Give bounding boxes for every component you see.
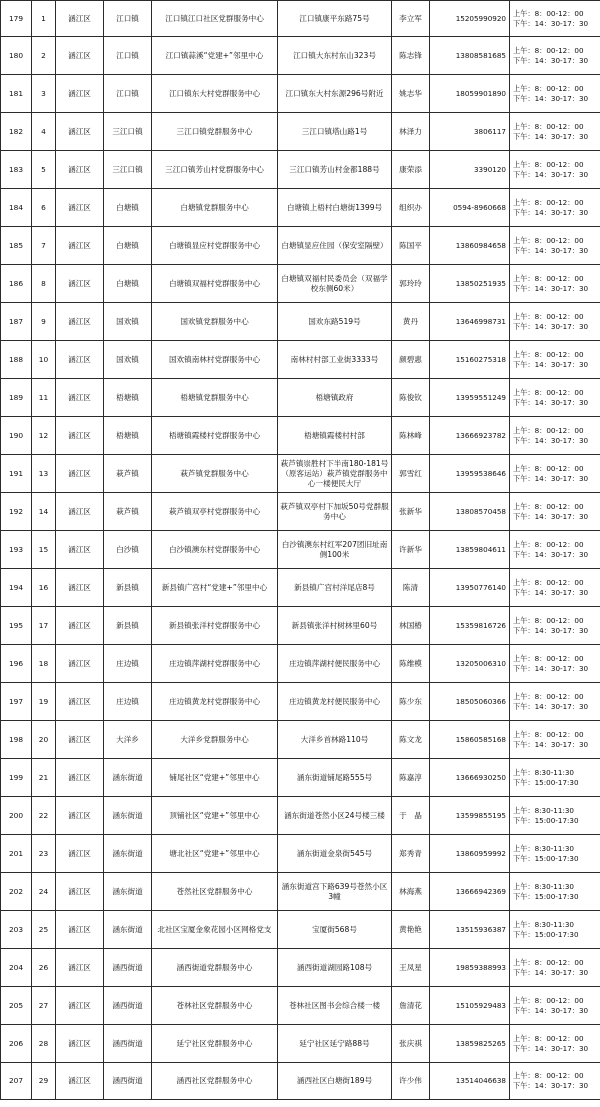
phone-cell: 18505060366 <box>430 683 510 721</box>
row-number-cell: 201 <box>1 835 32 873</box>
contact-person-cell: 康荣添 <box>392 151 430 189</box>
contact-person-cell: 林国椿 <box>392 607 430 645</box>
office-hours-cell: 上午：8：00-12：00 下午：14：30-17：30 <box>510 645 600 683</box>
row-number-cell: 205 <box>1 987 32 1025</box>
town-cell: 庄边镇 <box>104 645 152 683</box>
sequence-cell: 25 <box>32 911 56 949</box>
office-hours-cell: 上午：8：00-12：00 下午：14：30-17：30 <box>510 607 600 645</box>
phone-cell: 15105929483 <box>430 987 510 1025</box>
district-cell: 涵江区 <box>56 759 104 797</box>
town-cell: 涵东街道 <box>104 759 152 797</box>
sequence-cell: 28 <box>32 1025 56 1063</box>
contact-person-cell: 陈志锋 <box>392 37 430 75</box>
sequence-cell: 21 <box>32 759 56 797</box>
service-center-name-cell: 白塘镇显应村党群服务中心 <box>152 227 278 265</box>
contact-person-cell: 詹清花 <box>392 987 430 1025</box>
service-center-name-cell: 国欢镇党群服务中心 <box>152 303 278 341</box>
address-cell: 白沙镇澳东村红军207团旧址南侧100米 <box>278 531 392 569</box>
town-cell: 三江口镇 <box>104 151 152 189</box>
table-row <box>1 303 600 341</box>
table-row <box>1 759 600 797</box>
town-cell: 涵东街道 <box>104 797 152 835</box>
sequence-cell: 24 <box>32 873 56 911</box>
service-center-name-cell: 梧塘镇党群服务中心 <box>152 379 278 417</box>
address-cell: 涵西街道湖园路108号 <box>278 949 392 987</box>
district-cell: 涵江区 <box>56 493 104 531</box>
service-center-name-cell: 三江口镇芳山村党群服务中心 <box>152 151 278 189</box>
address-cell: 梧塘镇政府 <box>278 379 392 417</box>
address-cell: 新县镇张洋村树林里60号 <box>278 607 392 645</box>
district-cell: 涵江区 <box>56 531 104 569</box>
contact-person-cell: 许少伟 <box>392 1063 430 1100</box>
row-number-cell: 195 <box>1 607 32 645</box>
town-cell: 白塘镇 <box>104 189 152 227</box>
contact-person-cell: 郭雪红 <box>392 455 430 493</box>
phone-cell: 0594-8960668 <box>430 189 510 227</box>
row-number-cell: 179 <box>1 1 32 37</box>
contact-person-cell: 陈嘉淳 <box>392 759 430 797</box>
table-row <box>1 75 600 113</box>
sequence-cell: 16 <box>32 569 56 607</box>
contact-person-cell: 黄丹 <box>392 303 430 341</box>
table-row <box>1 1025 600 1063</box>
sequence-cell: 9 <box>32 303 56 341</box>
office-hours-cell: 上午：8：00-12：00 下午：14：30-17：30 <box>510 949 600 987</box>
phone-cell: 13959538646 <box>430 455 510 493</box>
table-row <box>1 1 600 37</box>
service-center-name-cell: 江口镇蒜溪“党建+”邻里中心 <box>152 37 278 75</box>
row-number-cell: 198 <box>1 721 32 759</box>
office-hours-cell: 上午：8：00-12：00 下午：14：30-17：30 <box>510 75 600 113</box>
sequence-cell: 5 <box>32 151 56 189</box>
row-number-cell: 204 <box>1 949 32 987</box>
contact-person-cell: 郭玲玲 <box>392 265 430 303</box>
district-cell: 涵江区 <box>56 341 104 379</box>
contact-person-cell: 于 晶 <box>392 797 430 835</box>
town-cell: 白塘镇 <box>104 227 152 265</box>
district-cell: 涵江区 <box>56 911 104 949</box>
contact-person-cell: 陈少东 <box>392 683 430 721</box>
phone-cell: 13850251935 <box>430 265 510 303</box>
town-cell: 三江口镇 <box>104 113 152 151</box>
table-row <box>1 265 600 303</box>
table-row <box>1 227 600 265</box>
sequence-cell: 8 <box>32 265 56 303</box>
service-center-name-cell: 梧塘镇霞楼村党群服务中心 <box>152 417 278 455</box>
office-hours-cell: 上午：8：00-12：00 下午：14：30-17：30 <box>510 987 600 1025</box>
sequence-cell: 12 <box>32 417 56 455</box>
table-row <box>1 987 600 1025</box>
contact-person-cell: 张庆祺 <box>392 1025 430 1063</box>
town-cell: 白塘镇 <box>104 265 152 303</box>
address-cell: 涵东街道金泉街545号 <box>278 835 392 873</box>
contact-person-cell: 陈维模 <box>392 645 430 683</box>
table-row <box>1 455 600 493</box>
sequence-cell: 23 <box>32 835 56 873</box>
table-row <box>1 1063 600 1100</box>
town-cell: 梧塘镇 <box>104 379 152 417</box>
sequence-cell: 17 <box>32 607 56 645</box>
address-cell: 大洋乡首林路110号 <box>278 721 392 759</box>
office-hours-cell: 上午：8：00-12：00 下午：14：30-17：30 <box>510 569 600 607</box>
row-number-cell: 207 <box>1 1063 32 1100</box>
service-center-name-cell: 新县镇广宫村“党建+”邻里中心 <box>152 569 278 607</box>
phone-cell: 13666942369 <box>430 873 510 911</box>
row-number-cell: 185 <box>1 227 32 265</box>
town-cell: 涵西街道 <box>104 987 152 1025</box>
phone-cell: 13859825265 <box>430 1025 510 1063</box>
row-number-cell: 194 <box>1 569 32 607</box>
town-cell: 江口镇 <box>104 1 152 37</box>
town-cell: 国欢镇 <box>104 341 152 379</box>
phone-cell: 13808581685 <box>430 37 510 75</box>
address-cell: 新县镇广宫村洋尾店8号 <box>278 569 392 607</box>
town-cell: 萩芦镇 <box>104 493 152 531</box>
town-cell: 江口镇 <box>104 75 152 113</box>
row-number-cell: 202 <box>1 873 32 911</box>
sequence-cell: 19 <box>32 683 56 721</box>
phone-cell: 13959551249 <box>430 379 510 417</box>
sequence-cell: 2 <box>32 37 56 75</box>
phone-cell: 15359816726 <box>430 607 510 645</box>
sequence-cell: 20 <box>32 721 56 759</box>
service-center-name-cell: 塘北社区“党建+”邻里中心 <box>152 835 278 873</box>
town-cell: 国欢镇 <box>104 303 152 341</box>
service-center-name-cell: 白塘镇双福村党群服务中心 <box>152 265 278 303</box>
district-cell: 涵江区 <box>56 455 104 493</box>
address-cell: 延宁社区延宁路88号 <box>278 1025 392 1063</box>
row-number-cell: 183 <box>1 151 32 189</box>
district-cell: 涵江区 <box>56 303 104 341</box>
service-center-name-cell: 江口镇东大村党群服务中心 <box>152 75 278 113</box>
sequence-cell: 29 <box>32 1063 56 1100</box>
contact-person-cell: 陈林峰 <box>392 417 430 455</box>
office-hours-cell: 上午：8：00-12：00 下午：14：30-17：30 <box>510 455 600 493</box>
district-cell: 涵江区 <box>56 1 104 37</box>
phone-cell: 15860585168 <box>430 721 510 759</box>
service-center-name-cell: 涵西街道党群服务中心 <box>152 949 278 987</box>
district-cell: 涵江区 <box>56 417 104 455</box>
town-cell: 萩芦镇 <box>104 455 152 493</box>
service-center-name-cell: 江口镇江口社区党群服务中心 <box>152 1 278 37</box>
office-hours-cell: 上午：8:30-11:30 下午：15:00-17:30 <box>510 873 600 911</box>
phone-cell: 18059901890 <box>430 75 510 113</box>
phone-cell: 13860984658 <box>430 227 510 265</box>
service-center-name-cell: 苍然社区党群服务中心 <box>152 873 278 911</box>
office-hours-cell: 上午：8：00-12：00 下午：14：30-17：30 <box>510 189 600 227</box>
town-cell: 大洋乡 <box>104 721 152 759</box>
row-number-cell: 191 <box>1 455 32 493</box>
row-number-cell: 193 <box>1 531 32 569</box>
phone-cell: 13859804611 <box>430 531 510 569</box>
phone-cell: 13950776140 <box>430 569 510 607</box>
contact-person-cell: 陈文龙 <box>392 721 430 759</box>
row-number-cell: 199 <box>1 759 32 797</box>
phone-cell: 13666930250 <box>430 759 510 797</box>
table-row <box>1 531 600 569</box>
row-number-cell: 186 <box>1 265 32 303</box>
town-cell: 涵西街道 <box>104 1063 152 1100</box>
address-cell: 涵东街道宫下路639号苍然小区3幢 <box>278 873 392 911</box>
phone-cell: 13860959992 <box>430 835 510 873</box>
office-hours-cell: 上午：8：00-12：00 下午：14：30-17：30 <box>510 341 600 379</box>
row-number-cell: 188 <box>1 341 32 379</box>
phone-cell: 13666923782 <box>430 417 510 455</box>
town-cell: 梧塘镇 <box>104 417 152 455</box>
district-cell: 涵江区 <box>56 645 104 683</box>
service-center-name-cell: 苍林社区党群服务中心 <box>152 987 278 1025</box>
district-cell: 涵江区 <box>56 835 104 873</box>
address-cell: 江口镇东大村东源296号附近 <box>278 75 392 113</box>
district-cell: 涵江区 <box>56 75 104 113</box>
table-row <box>1 569 600 607</box>
table-row <box>1 645 600 683</box>
row-number-cell: 182 <box>1 113 32 151</box>
table-row <box>1 873 600 911</box>
district-cell: 涵江区 <box>56 265 104 303</box>
contact-person-cell: 组织办 <box>392 189 430 227</box>
office-hours-cell: 上午：8：00-12：00 下午：14：30-17：30 <box>510 1 600 37</box>
district-cell: 涵江区 <box>56 873 104 911</box>
address-cell: 江口镇康平东路75号 <box>278 1 392 37</box>
table-row <box>1 949 600 987</box>
district-cell: 涵江区 <box>56 949 104 987</box>
sequence-cell: 13 <box>32 455 56 493</box>
table-row <box>1 911 600 949</box>
town-cell: 新县镇 <box>104 607 152 645</box>
table-row <box>1 113 600 151</box>
service-center-name-cell: 新县镇张洋村党群服务中心 <box>152 607 278 645</box>
row-number-cell: 180 <box>1 37 32 75</box>
sequence-cell: 27 <box>32 987 56 1025</box>
office-hours-cell: 上午：8：00-12：00 下午：14：30-17：30 <box>510 531 600 569</box>
table-row <box>1 379 600 417</box>
office-hours-cell: 上午：8：00-12：00 下午：14：30-17：30 <box>510 379 600 417</box>
row-number-cell: 206 <box>1 1025 32 1063</box>
phone-cell: 13808570458 <box>430 493 510 531</box>
office-hours-cell: 上午：8:30-11:30 下午：15:00-17:30 <box>510 835 600 873</box>
address-cell: 三江口镇塔山路1号 <box>278 113 392 151</box>
service-center-name-cell: 大洋乡党群服务中心 <box>152 721 278 759</box>
table-row <box>1 417 600 455</box>
sequence-cell: 26 <box>32 949 56 987</box>
service-center-name-cell: 铺尾社区“党建+”邻里中心 <box>152 759 278 797</box>
contact-person-cell: 郑秀青 <box>392 835 430 873</box>
row-number-cell: 203 <box>1 911 32 949</box>
office-hours-cell: 上午：8:30-11:30 下午：15:00-17:30 <box>510 911 600 949</box>
table-row <box>1 607 600 645</box>
service-center-name-cell: 白塘镇党群服务中心 <box>152 189 278 227</box>
office-hours-cell: 上午：8：00-12：00 下午：14：30-17：30 <box>510 265 600 303</box>
district-cell: 涵江区 <box>56 721 104 759</box>
town-cell: 庄边镇 <box>104 683 152 721</box>
phone-cell: 15160275318 <box>430 341 510 379</box>
office-hours-cell: 上午：8：00-12：00 下午：14：30-17：30 <box>510 151 600 189</box>
address-cell: 白塘镇双福村民委员会（双福学校东侧60米） <box>278 265 392 303</box>
contact-person-cell: 陈清 <box>392 569 430 607</box>
address-cell: 萩芦镇双亭村下加坂50号党群服务中心 <box>278 493 392 531</box>
table-row <box>1 189 600 227</box>
address-cell: 江口镇大东村东山323号 <box>278 37 392 75</box>
table-row <box>1 151 600 189</box>
district-cell: 涵江区 <box>56 151 104 189</box>
district-cell: 涵江区 <box>56 987 104 1025</box>
phone-cell: 13599855195 <box>430 797 510 835</box>
service-center-name-cell: 顶铺社区“党建+”邻里中心 <box>152 797 278 835</box>
service-center-name-cell: 涵西社区党群服务中心 <box>152 1063 278 1100</box>
sequence-cell: 14 <box>32 493 56 531</box>
address-cell: 三江口镇芳山村金都188号 <box>278 151 392 189</box>
district-cell: 涵江区 <box>56 113 104 151</box>
address-cell: 梧塘镇霞楼村村部 <box>278 417 392 455</box>
table-row <box>1 683 600 721</box>
district-cell: 涵江区 <box>56 189 104 227</box>
office-hours-cell: 上午：8：00-12：00 下午：14：30-17：30 <box>510 303 600 341</box>
phone-cell: 15205990920 <box>430 1 510 37</box>
district-cell: 涵江区 <box>56 797 104 835</box>
contact-person-cell: 黄艳艳 <box>392 911 430 949</box>
town-cell: 涵东街道 <box>104 835 152 873</box>
office-hours-cell: 上午：8：00-12：00 下午：14：30-17：30 <box>510 1063 600 1100</box>
sequence-cell: 3 <box>32 75 56 113</box>
office-hours-cell: 上午：8:30-11:30 下午：15:00-17:30 <box>510 797 600 835</box>
sequence-cell: 7 <box>32 227 56 265</box>
table-row <box>1 797 600 835</box>
row-number-cell: 181 <box>1 75 32 113</box>
contact-person-cell: 王凤星 <box>392 949 430 987</box>
table-row <box>1 37 600 75</box>
office-hours-cell: 上午：8：00-12：00 下午：14：30-17：30 <box>510 417 600 455</box>
phone-cell: 3390120 <box>430 151 510 189</box>
contact-person-cell: 李立军 <box>392 1 430 37</box>
row-number-cell: 200 <box>1 797 32 835</box>
row-number-cell: 190 <box>1 417 32 455</box>
row-number-cell: 197 <box>1 683 32 721</box>
sequence-cell: 6 <box>32 189 56 227</box>
address-cell: 萩芦镇崇胜村下半南180-181号（原客运站）萩芦镇党群服务中心一楼便民大厅 <box>278 455 392 493</box>
phone-cell: 19859388993 <box>430 949 510 987</box>
address-cell: 涵东街道苍然小区24号楼三楼 <box>278 797 392 835</box>
address-cell: 宝厦街568号 <box>278 911 392 949</box>
service-center-name-cell: 庄边镇萍湖村党群服务中心 <box>152 645 278 683</box>
office-hours-cell: 上午：8：00-12：00 下午：14：30-17：30 <box>510 493 600 531</box>
row-number-cell: 187 <box>1 303 32 341</box>
contact-person-cell: 陈俊钦 <box>392 379 430 417</box>
town-cell: 涵东街道 <box>104 873 152 911</box>
contact-person-cell: 张新华 <box>392 493 430 531</box>
contact-person-cell: 许新华 <box>392 531 430 569</box>
address-cell: 涵东街道铺尾路555号 <box>278 759 392 797</box>
office-hours-cell: 上午：8：00-12：00 下午：14：30-17：30 <box>510 37 600 75</box>
district-cell: 涵江区 <box>56 227 104 265</box>
town-cell: 涵西街道 <box>104 949 152 987</box>
sequence-cell: 1 <box>32 1 56 37</box>
sequence-cell: 10 <box>32 341 56 379</box>
row-number-cell: 189 <box>1 379 32 417</box>
office-hours-cell: 上午：8：00-12：00 下午：14：30-17：30 <box>510 113 600 151</box>
address-cell: 国欢东路519号 <box>278 303 392 341</box>
table-body <box>1 1 600 1100</box>
phone-cell: 3806117 <box>430 113 510 151</box>
office-hours-cell: 上午：8：00-12：00 下午：14：30-17：30 <box>510 721 600 759</box>
sequence-cell: 22 <box>32 797 56 835</box>
address-cell: 南林村村部工业街3333号 <box>278 341 392 379</box>
district-cell: 涵江区 <box>56 683 104 721</box>
contact-person-cell: 姚志华 <box>392 75 430 113</box>
service-center-name-cell: 北社区宝厦金象花园小区网格党支 <box>152 911 278 949</box>
sequence-cell: 18 <box>32 645 56 683</box>
contact-person-cell: 林泽力 <box>392 113 430 151</box>
phone-cell: 13515936387 <box>430 911 510 949</box>
contact-person-cell: 陈国平 <box>392 227 430 265</box>
phone-cell: 13514046638 <box>430 1063 510 1100</box>
town-cell: 江口镇 <box>104 37 152 75</box>
office-hours-cell: 上午：8：00-12：00 下午：14：30-17：30 <box>510 683 600 721</box>
town-cell: 新县镇 <box>104 569 152 607</box>
service-center-name-cell: 白沙镇澳东村党群服务中心 <box>152 531 278 569</box>
district-cell: 涵江区 <box>56 1063 104 1100</box>
town-cell: 涵东街道 <box>104 911 152 949</box>
town-cell: 白沙镇 <box>104 531 152 569</box>
town-cell: 涵西街道 <box>104 1025 152 1063</box>
service-center-name-cell: 延宁社区党群服务中心 <box>152 1025 278 1063</box>
office-hours-cell: 上午：8:30-11:30 下午：15:00-17:30 <box>510 759 600 797</box>
service-center-name-cell: 国欢镇南林村党群服务中心 <box>152 341 278 379</box>
address-cell: 庄边镇黄龙村便民服务中心 <box>278 683 392 721</box>
district-cell: 涵江区 <box>56 379 104 417</box>
service-center-name-cell: 萩芦镇党群服务中心 <box>152 455 278 493</box>
sequence-cell: 15 <box>32 531 56 569</box>
sequence-cell: 11 <box>32 379 56 417</box>
address-cell: 庄边镇萍湖村便民服务中心 <box>278 645 392 683</box>
row-number-cell: 184 <box>1 189 32 227</box>
sequence-cell: 4 <box>32 113 56 151</box>
row-number-cell: 196 <box>1 645 32 683</box>
address-cell: 涵西社区白塘街189号 <box>278 1063 392 1100</box>
address-cell: 白塘镇显应住园（保安室隔壁） <box>278 227 392 265</box>
office-hours-cell: 上午：8：00-12：00 下午：14：30-17：30 <box>510 227 600 265</box>
office-hours-cell: 上午：8：00-12：00 下午：14：30-17：30 <box>510 1025 600 1063</box>
phone-cell: 13646998731 <box>430 303 510 341</box>
phone-cell: 13205006310 <box>430 645 510 683</box>
table-row <box>1 835 600 873</box>
district-cell: 涵江区 <box>56 37 104 75</box>
table-row <box>1 721 600 759</box>
district-cell: 涵江区 <box>56 569 104 607</box>
contact-person-cell: 颜碧惠 <box>392 341 430 379</box>
service-center-name-cell: 庄边镇黄龙村党群服务中心 <box>152 683 278 721</box>
table-row <box>1 493 600 531</box>
district-cell: 涵江区 <box>56 607 104 645</box>
service-center-name-cell: 三江口镇党群服务中心 <box>152 113 278 151</box>
address-cell: 白塘镇上梧村白塘街1399号 <box>278 189 392 227</box>
address-cell: 苍林社区图书会综合楼一楼 <box>278 987 392 1025</box>
district-cell: 涵江区 <box>56 1025 104 1063</box>
contact-person-cell: 林海燕 <box>392 873 430 911</box>
row-number-cell: 192 <box>1 493 32 531</box>
service-center-name-cell: 萩芦镇双亭村党群服务中心 <box>152 493 278 531</box>
table-row <box>1 341 600 379</box>
